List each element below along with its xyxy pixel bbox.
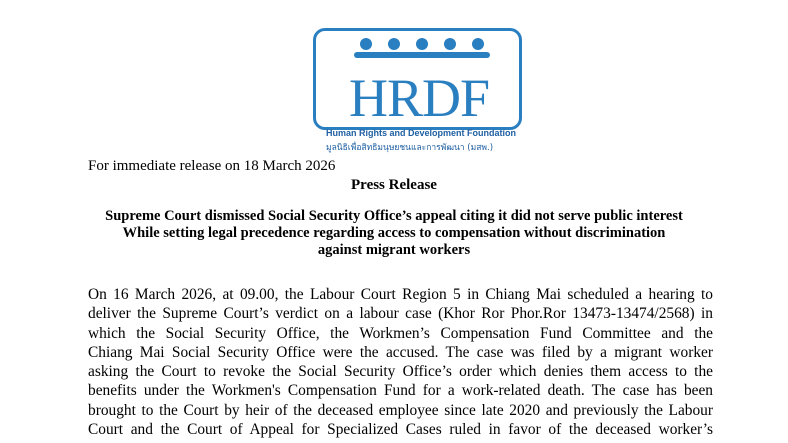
- headline: [0, 208, 788, 259]
- body-line: Chiang Mai Social Security Office were the accused. The case was filed by a migrant worker: [88, 343, 713, 361]
- release-date-line: For immediate release on 18 March 2026: [88, 158, 336, 174]
- body-line: brought to the Court by heir of the deceased employee since late 2020 and previously the Labour: [88, 401, 713, 419]
- body-line: asking the Court to revoke the Social Security Office’s order which denies them access to the: [88, 363, 713, 381]
- body-line: benefits under the Workmen's Compensation Fund for a work-related death. The case has been: [88, 382, 713, 400]
- body-line: Court and the Court of Appeal for Specialized Cases ruled in favor of the deceased worker’s: [88, 421, 713, 439]
- headline-line: against migrant workers: [317, 242, 471, 258]
- body-line: deliver the Supreme Court’s verdict on a labour case (Khor Ror Phor.Ror 13473-13474/2568) in: [88, 305, 713, 323]
- logo-org-name-th: มูลนิธิเพื่อสิทธิมนุษยชนและการพัฒนา (มสพ.): [326, 143, 494, 153]
- headline-line: Supreme Court dismissed Social Security Office’s appeal citing it did not serve public interest: [105, 208, 683, 224]
- headline-line: While setting legal precedence regarding access to compensation without discrimination: [122, 225, 666, 241]
- document-type-heading: Press Release: [351, 177, 437, 193]
- body-paragraph: [88, 285, 713, 439]
- logo-org-name-en: Human Rights and Development Foundation: [326, 128, 517, 138]
- body-line: which the Social Security Office, the Workmen’s Compensation Fund Committee and the: [88, 324, 713, 342]
- logo-acronym: HRDF: [348, 68, 490, 128]
- body-line: On 16 March 2026, at 09.00, the Labour Court Region 5 in Chiang Mai scheduled a hearing to: [88, 286, 713, 303]
- hrdf-logo: [313, 28, 522, 153]
